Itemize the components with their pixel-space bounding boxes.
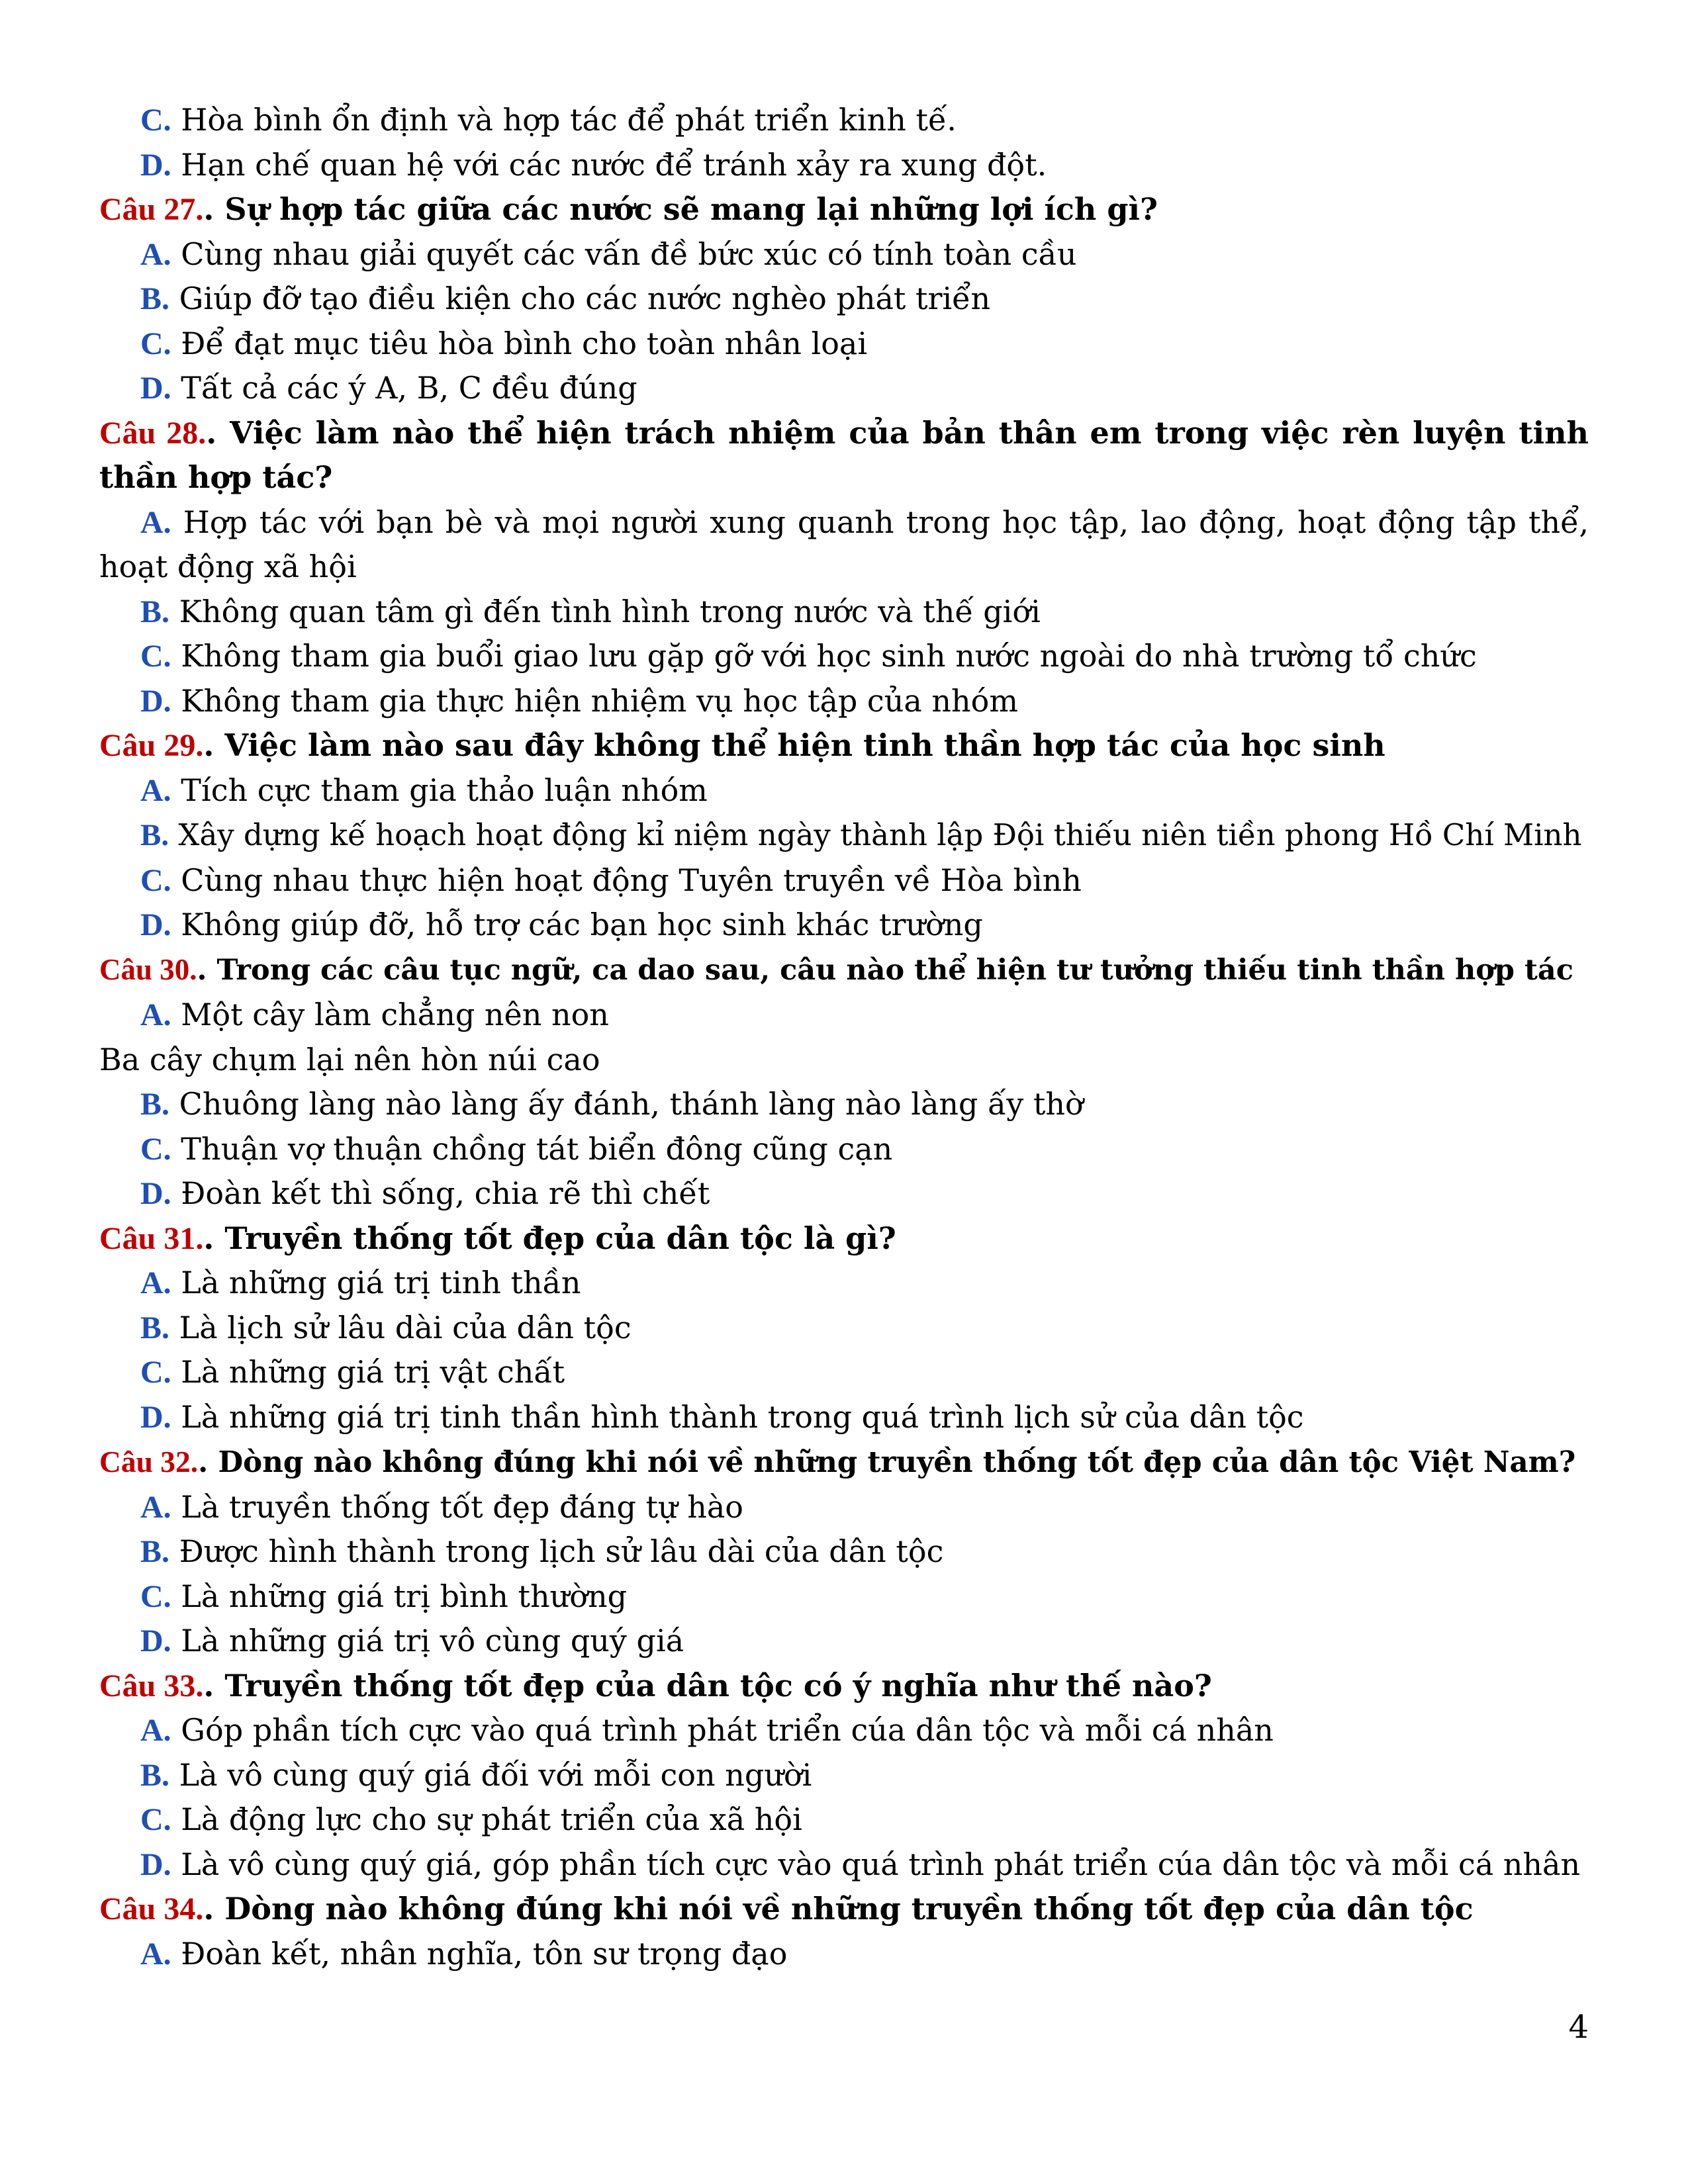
option-a	[99, 232, 1589, 277]
option-a	[99, 993, 1589, 1038]
option-a	[99, 1485, 1589, 1530]
option-b	[99, 1082, 1589, 1127]
option-letter: C.	[140, 1802, 171, 1837]
question-27	[99, 187, 1589, 232]
option-letter: D.	[140, 1623, 171, 1659]
option-letter: D.	[140, 371, 171, 406]
option-b	[99, 1529, 1589, 1574]
option-letter: B.	[140, 281, 170, 316]
option-text: Đoàn kết, nhân nghĩa, tôn sư trọng đạo	[181, 1935, 788, 1972]
option-text: Là những giá trị bình thường	[181, 1578, 628, 1614]
question-text: . Việc làm nào sau đây không thể hiện tinh thần hợp tác của học sinh	[203, 727, 1385, 763]
option-a	[99, 1261, 1589, 1306]
option-d	[99, 366, 1589, 411]
option-d	[99, 1395, 1589, 1440]
option-text: Cùng nhau thực hiện hoạt động Tuyên truyền về Hòa bình	[181, 862, 1082, 898]
question-text: . Truyền thống tốt đẹp của dân tộc là gì?	[203, 1220, 896, 1256]
option-c	[99, 858, 1589, 903]
option-text: Là vô cùng quý giá đối với mỗi con người	[179, 1756, 812, 1793]
option-c	[99, 322, 1589, 367]
option-text: Là những giá trị vô cùng quý giá	[181, 1623, 684, 1659]
option-letter: A.	[140, 1489, 171, 1525]
option-text: Không tham gia thực hiện nhiệm vụ học tập của nhóm	[181, 682, 1018, 719]
option-a	[99, 1932, 1589, 1977]
option-letter: C.	[140, 1355, 171, 1390]
option-d	[99, 1843, 1589, 1888]
option-c	[99, 634, 1589, 679]
option-text: Được hình thành trong lịch sử lâu dài của dân tộc	[179, 1533, 944, 1569]
question-number: Câu 30.	[99, 952, 197, 986]
option-text: Cùng nhau giải quyết các vấn đề bức xúc có tính toàn cầu	[181, 236, 1077, 272]
option-text: Một cây làm chẳng nên non	[181, 997, 609, 1032]
option-text: Là những giá trị vật chất	[181, 1354, 565, 1390]
option-text: Chuông làng nào làng ấy đánh, thánh làng nào làng ấy thờ	[179, 1086, 1084, 1122]
option-text: Tích cực tham gia thảo luận nhóm	[181, 772, 708, 808]
question-number: Câu 32.	[99, 1445, 199, 1479]
question-29	[99, 723, 1589, 768]
question-text: . Việc làm nào thể hiện trách nhiệm của bản thân em trong việc rèn luyện tinh thần hợp tác?	[99, 414, 1589, 495]
option-letter: C.	[140, 326, 171, 361]
option-letter: C.	[140, 103, 171, 138]
question-30	[99, 948, 1589, 993]
option-text: Không tham gia buổi giao lưu gặp gỡ với học sinh nước ngoài do nhà trường tổ chức	[181, 638, 1477, 674]
option-letter: B.	[140, 1087, 170, 1122]
option-text: Là lịch sử lâu dài của dân tộc	[179, 1309, 632, 1345]
option-d	[99, 1171, 1589, 1216]
option-text: Hạn chế quan hệ với các nước để tránh xảy ra xung đột.	[181, 146, 1047, 183]
option-text: Là vô cùng quý giá, góp phần tích cực vào quá trình phát triển cúa dân tộc và mỗi cá nhân	[181, 1846, 1581, 1882]
option-c	[99, 1127, 1589, 1172]
option-text: Là động lực cho sự phát triển của xã hội	[181, 1801, 802, 1837]
question-number: Câu 27.	[99, 192, 204, 227]
option-letter: A.	[140, 1936, 171, 1972]
option-text: Là những giá trị tinh thần hình thành trong quá trình lịch sử của dân tộc	[181, 1398, 1304, 1435]
option-text: Là truyền thống tốt đẹp đáng tự hào	[181, 1488, 743, 1525]
option-c	[99, 1797, 1589, 1843]
question-33	[99, 1664, 1589, 1709]
option-text: Góp phần tích cực vào quá trình phát triển cúa dân tộc và mỗi cá nhân	[181, 1712, 1274, 1748]
question-text: . Sự hợp tác giữa các nước sẽ mang lại những lợi ích gì?	[203, 191, 1158, 227]
option-letter: C.	[140, 862, 171, 898]
option-letter: B.	[140, 1534, 170, 1569]
option-letter: A.	[140, 236, 171, 272]
option-c	[99, 1350, 1589, 1395]
option-d	[99, 903, 1589, 948]
question-number: Câu 33.	[99, 1668, 204, 1704]
question-number: Câu 29.	[99, 728, 204, 763]
option-a-continuation: Ba cây chụm lại nên hòn núi cao	[99, 1041, 600, 1077]
option-text: Không giúp đỡ, hỗ trợ các bạn học sinh khác trường	[181, 907, 983, 942]
option-text: Là những giá trị tinh thần	[181, 1265, 581, 1300]
option-text: Để đạt mục tiêu hòa bình cho toàn nhân loại	[181, 325, 868, 361]
question-number: Câu 28.	[99, 415, 207, 451]
option-letter: D.	[140, 147, 171, 183]
option-text: Đoàn kết thì sống, chia rẽ thì chết	[181, 1175, 710, 1211]
question-number: Câu 34.	[99, 1891, 204, 1927]
option-letter: D.	[140, 1846, 171, 1882]
option-text: Tất cả các ý A, B, C đều đúng	[181, 370, 637, 406]
document-body	[99, 98, 1589, 1976]
option-letter: C.	[140, 1131, 171, 1167]
option-a	[99, 1708, 1589, 1753]
option-text: Hòa bình ổn định và hợp tác để phát triển kinh tế.	[181, 102, 957, 138]
option-letter: B.	[140, 818, 169, 852]
option-letter: D.	[140, 683, 171, 719]
question-text: . Dòng nào không đúng khi nói về những truyền thống tốt đẹp của dân tộc Việt Nam?	[198, 1445, 1576, 1479]
question-text: . Trong các câu tục ngữ, ca dao sau, câu nào thể hiện tư tưởng thiếu tinh thần hợp tác	[197, 953, 1573, 987]
option-letter: B.	[140, 594, 170, 629]
option-a	[99, 768, 1589, 813]
option-letter: A.	[140, 772, 171, 808]
option-c	[99, 98, 1589, 143]
option-letter: B.	[140, 1310, 170, 1345]
option-b	[99, 813, 1589, 858]
option-letter: C.	[140, 639, 171, 674]
option-text: Hợp tác với bạn bè và mọi người xung quanh trong học tập, lao động, hoạt động tập thể, hoạt động xã hội	[99, 504, 1589, 584]
option-text: Giúp đỡ tạo điều kiện cho các nước nghèo phát triển	[179, 281, 991, 316]
question-31	[99, 1216, 1589, 1261]
option-letter: D.	[140, 1399, 171, 1435]
option-letter: A.	[140, 1265, 171, 1300]
option-d	[99, 1619, 1589, 1664]
option-text: Xây dựng kế hoạch hoạt động kỉ niệm ngày thành lập Đội thiếu niên tiền phong Hồ Chí Minh	[178, 817, 1582, 852]
question-number: Câu 31.	[99, 1220, 204, 1256]
question-28	[99, 411, 1589, 500]
option-letter: C.	[140, 1578, 171, 1614]
page-number: 4	[1568, 2009, 1589, 2046]
question-text: . Truyền thống tốt đẹp của dân tộc có ý nghĩa như thế nào?	[203, 1667, 1212, 1704]
option-a	[99, 500, 1589, 590]
option-d	[99, 143, 1589, 188]
option-text: Thuận vợ thuận chồng tát biển đông cũng cạn	[181, 1130, 893, 1167]
question-text: . Dòng nào không đúng khi nói về những truyền thống tốt đẹp của dân tộc	[203, 1891, 1474, 1927]
option-c	[99, 1574, 1589, 1619]
option-letter: A.	[140, 504, 171, 540]
option-b	[99, 277, 1589, 322]
option-letter: D.	[140, 907, 171, 942]
question-34	[99, 1887, 1589, 1932]
question-32	[99, 1439, 1589, 1485]
option-letter: A.	[140, 997, 171, 1032]
option-b	[99, 1753, 1589, 1798]
option-d	[99, 679, 1589, 724]
option-letter: D.	[140, 1176, 171, 1211]
option-letter: B.	[140, 1757, 170, 1793]
option-b	[99, 1306, 1589, 1351]
option-b	[99, 590, 1589, 635]
option-letter: A.	[140, 1713, 171, 1748]
option-text: Không quan tâm gì đến tình hình trong nước và thế giới	[179, 593, 1041, 629]
